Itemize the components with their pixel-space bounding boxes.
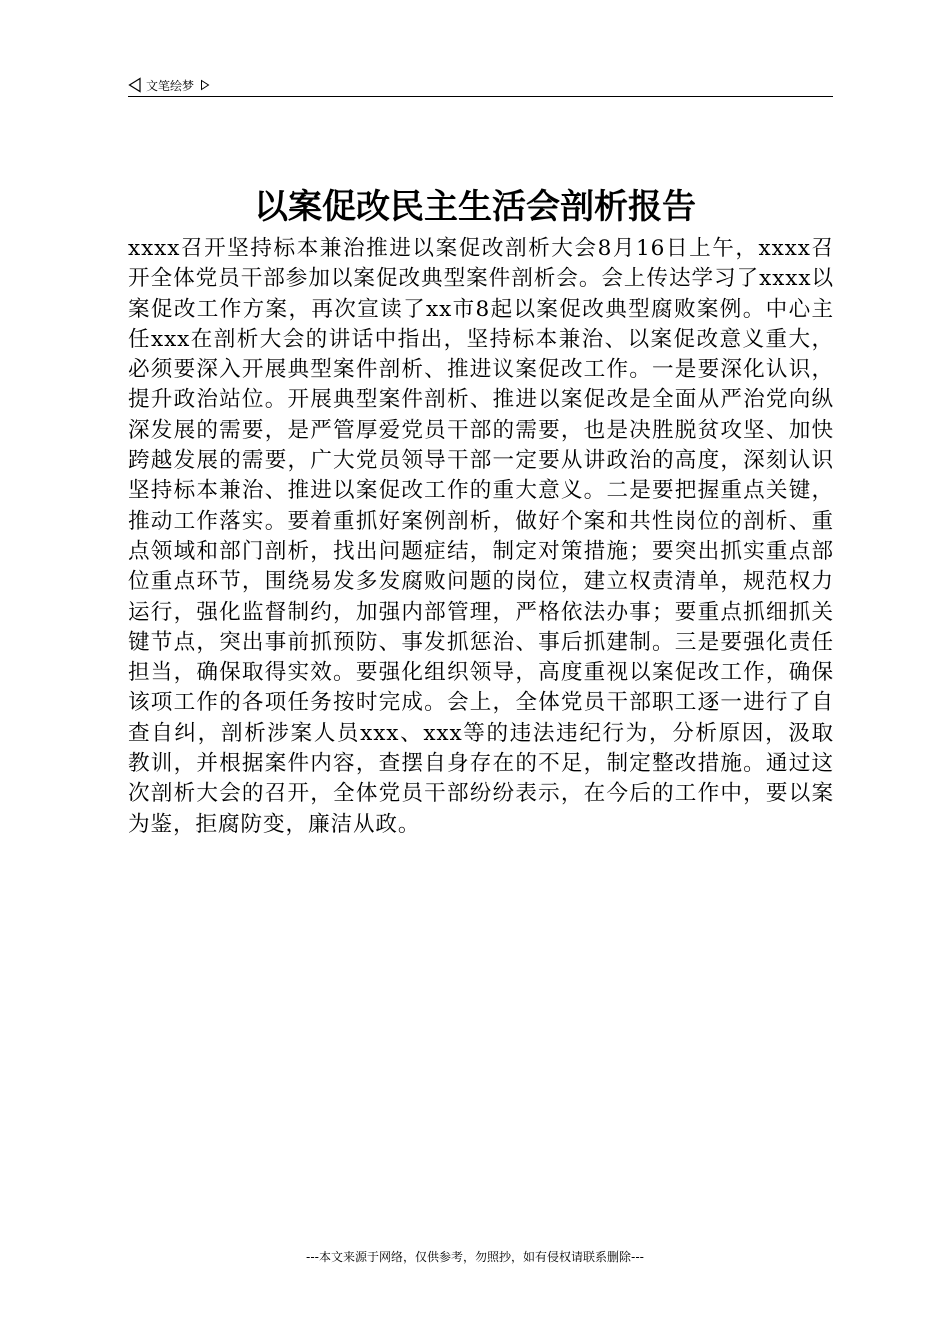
document-body: xxxx召开坚持标本兼治推进以案促改剖析大会8月16日上午，xxxx召开全体党员干部参加以案促改典型案件剖析会。会上传达学习了xxxx以案促改工作方案，再次宣读了xx市8起以案促改典型腐败案例。中心主任xxx在剖析大会的讲话中指出，坚持标本兼治、以案促改意义重大，必须要深入开展典型案件剖析、推进议案促改工作。一是要深化认识，提升政治站位。开展典型案件剖析、推进以案促改是全面从严治党向纵深发展的需要，是严管厚爱党员干部的需要，也是决胜脱贫攻坚、加快跨越发展的需要，广大党员领导干部一定要从讲政治的高度，深刻认识坚持标本兼治、推进以案促改工作的重大意义。二是要把握重点关键，推动工作落实。要着重抓好案例剖析，做好个案和共性岗位的剖析、重点领域和部门剖析，找出问题症结，制定对策措施；要突出抓实重点部位重点环节，围绕易发多发腐败问题的岗位，建立权责清单，规范权力运行，强化监督制约，加强内部管理，严格依法办事；要重点抓细抓关键节点，突出事前抓预防、事发抓惩治、事后抓建制。三是要强化责任担当，确保取得实效。要强化组织领导，高度重视以案促改工作，确保该项工作的各项任务按时完成。会上，全体党员干部职工逐一进行了自查自纠，剖析涉案人员xxx、xxx等的违法违纪行为，分析原因，汲取教训，并根据案件内容，查摆自身存在的不足，制定整改措施。通过这次剖析大会的召开，全体党员干部纷纷表示，在今后的工作中，要以案为鉴，拒腐防变，廉洁从政。 <box>128 236 834 837</box>
header-brand: 文笔绘梦 <box>146 78 195 93</box>
triangle-right-icon <box>200 79 210 91</box>
triangle-left-icon <box>128 77 142 93</box>
footer-notice: ---本文来源于网络，仅供参考，勿照抄，如有侵权请联系删除--- <box>306 1250 644 1264</box>
page-header <box>128 74 833 97</box>
document-title: 以案促改民主生活会剖析报告 <box>254 187 696 227</box>
